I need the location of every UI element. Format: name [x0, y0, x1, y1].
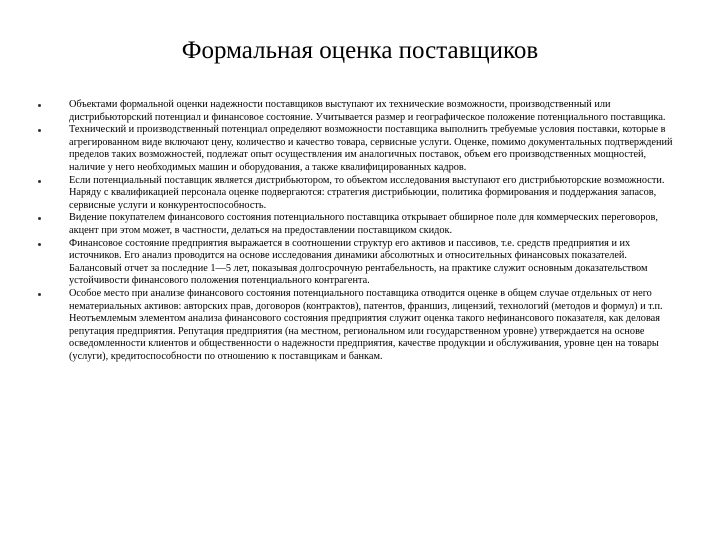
bullet-text: Видение покупателем финансового состояния потенциального поставщика открывает обширное поле для коммерческих переговоров, акцент при этом может, в частности, делаться на предоставлении поставщиком скидок.	[69, 212, 658, 236]
bullet-dot-icon	[38, 129, 41, 132]
bullet-item	[36, 238, 676, 288]
bullet-item	[36, 212, 676, 237]
bullet-text: Особое место при анализе финансового состояния потенциального поставщика отводится оценке в общем случае отдельных от него нематериальных активов: авторских прав, договоров (контрактов), патентов, франшиз, лицензий, технологий (методов и формул) и т.п. Неотъемлемым элементом анализа финансового состояния предприятия служит оценка такого нефинансового показателя, как деловая репутация предприятия. Репутация предприятия (на местном, региональном или государственном уровне) утверждается на основе осведомленности клиентов и общественности о надежности предприятия, качестве продукции и обслуживания, уровне цен на товары (услуги), кредитоспособности по отношению к поставщикам и банкам.	[69, 287, 663, 362]
slide-title: Формальная оценка поставщиков	[181, 37, 539, 64]
bullet-dot-icon	[38, 180, 41, 183]
bullet-text: Если потенциальный поставщик является дистрибьютором, то объектом исследования выступают его дистрибьюторские возможности. Наряду с квалификацией персонала оценке подвергаются: стратегия дистрибьюции, политика формирования и поддержания запасов, сервисные услуги и конкурентоспособность.	[69, 174, 665, 211]
bullet-item	[36, 99, 676, 124]
bullet-dot-icon	[38, 293, 41, 296]
bullet-dot-icon	[38, 217, 41, 220]
bullet-dot-icon	[38, 104, 41, 107]
bullet-dot-icon	[38, 243, 41, 246]
bullet-text: Технический и производственный потенциал определяют возможности поставщика выполнить требуемые условия поставки, которые в агрегированном виде включают цену, количество и качество товара, сервисные услуги. Оценке, помимо документальных подтверждений пределов таких возможностей, подлежат опыт осуществления им аналогичных поставок, объем его производственных мощностей, наличие у него необходимых машин и оборудования, а также квалифицированных кадров.	[69, 124, 673, 173]
bullet-list	[36, 99, 676, 363]
bullet-text: Финансовое состояние предприятия выражается в соотношении структур его активов и пассивов, т.е. средств предприятия и их источников. Его анализ проводится на основе исследования динамики абсолютных и относительных финансовых показателей. Балансовый отчет за последние 1—5 лет, показывая долгосрочную рентабельность, на практике служит основным доказательством устойчивости финансового положения потенциального контрагента.	[69, 237, 648, 287]
bullet-item	[36, 288, 676, 364]
bullet-item	[36, 175, 676, 213]
bullet-text: Объектами формальной оценки надежности поставщиков выступают их технические возможности, производственный или дистрибьюторский потенциал и финансовое состояние. Учитывается размер и географическое положение потенциального поставщика.	[69, 99, 666, 123]
bullet-item	[36, 124, 676, 174]
